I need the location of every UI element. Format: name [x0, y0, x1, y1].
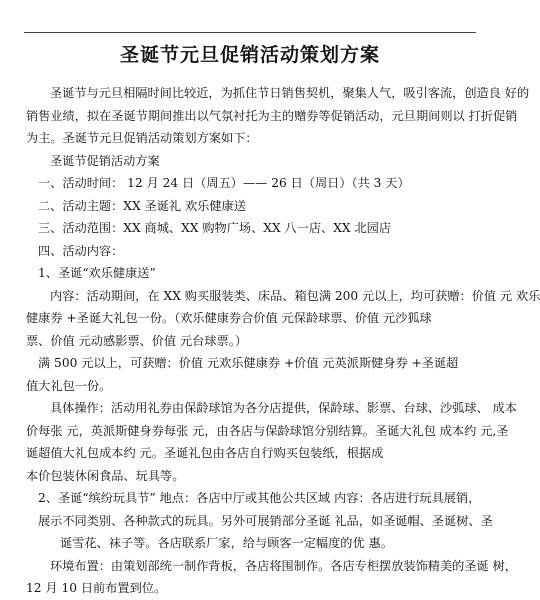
paragraph-line: 本价包装休闲食品、玩具等。: [26, 468, 185, 483]
paragraph-line: 环境布置：由策划部统一制作背板，各店将围制作。各店专柜摆放装饰精美的圣诞 树，: [50, 558, 517, 573]
intro-line-3: 为主。圣诞节元旦促销活动策划方案如下：: [26, 131, 258, 145]
paragraph-line: 值大礼包一份。: [26, 378, 112, 393]
paragraph-line: 具体操作：活动用礼券由保龄球馆为各分店提供，保龄球、影票、台球、沙弧球、 成本: [50, 401, 517, 415]
item-theme: 二、活动主题：XX 圣诞礼 欢乐健康送: [38, 198, 246, 213]
paragraph-line: 展示不同类别、各种款式的玩具。另外可展销部分圣诞 礼品，如圣诞帽、圣诞树、圣: [38, 513, 493, 528]
section-heading: 圣诞节促销活动方案: [50, 153, 160, 168]
item-scope: 三、活动范围：XX 商城、XX 购物广场、XX 八一店、XX 北园店: [38, 221, 392, 235]
paragraph-line: 价每张 元，英派斯健身券每张 元，由各店与保龄球馆分别结算。圣诞大礼包 成本约 元,圣: [26, 423, 509, 438]
item-time: 一、活动时间： 12 月 24 日（周五）—— 26 日（周日）（共 3 天）: [38, 176, 410, 190]
document-title: 圣诞节元旦促销活动策划方案: [119, 44, 380, 66]
paragraph-line: 12 月 10 日前布置到位。: [26, 581, 167, 595]
paragraph-line: 诞超值大礼包成本约 元。圣诞礼包由各店自行购买包装纸，根据成: [26, 446, 384, 460]
paragraph-line: 内容：活动期间，在 XX 购买服装类、床品、箱包满 200 元以上，均可获赠：价值 元 欢乐: [50, 288, 540, 303]
intro-line-1: 圣诞节与元旦相隔时间比较近，为抓住节日销售契机，聚集人气，吸引客流，创造良 好的: [50, 86, 530, 100]
paragraph-line: 健康券 +圣诞大礼包一份。（欢乐健康券合价值 元保龄球票、价值 元沙狐球: [26, 311, 432, 325]
paragraph-line: 诞雪花、袜子等。各店联系厂家，给与顾客一定幅度的优 惠。: [60, 536, 393, 550]
paragraph-line: 满 500 元以上，可获赠：价值 元欢乐健康券 +价值 元英派斯健身券 +圣诞超: [38, 356, 459, 370]
paragraph-line: 票、价值 元动感影票、价值 元台球票。）: [26, 333, 248, 348]
subheading-2: 2、圣诞“缤纷玩具节” 地点：各店中厅或其他公共区域 内容：各店进行玩具展销，: [38, 491, 481, 505]
header-rule: [24, 32, 476, 33]
subheading-1: 1、圣诞“欢乐健康送”: [38, 266, 156, 280]
item-content-heading: 四、活动内容：: [38, 243, 124, 258]
intro-line-2: 销售业绩，拟在圣诞节期间推出以气氛衬托为主的赠券等促销活动，元旦期间则以 打折促销: [26, 108, 518, 123]
document-body: [26, 82, 540, 600]
